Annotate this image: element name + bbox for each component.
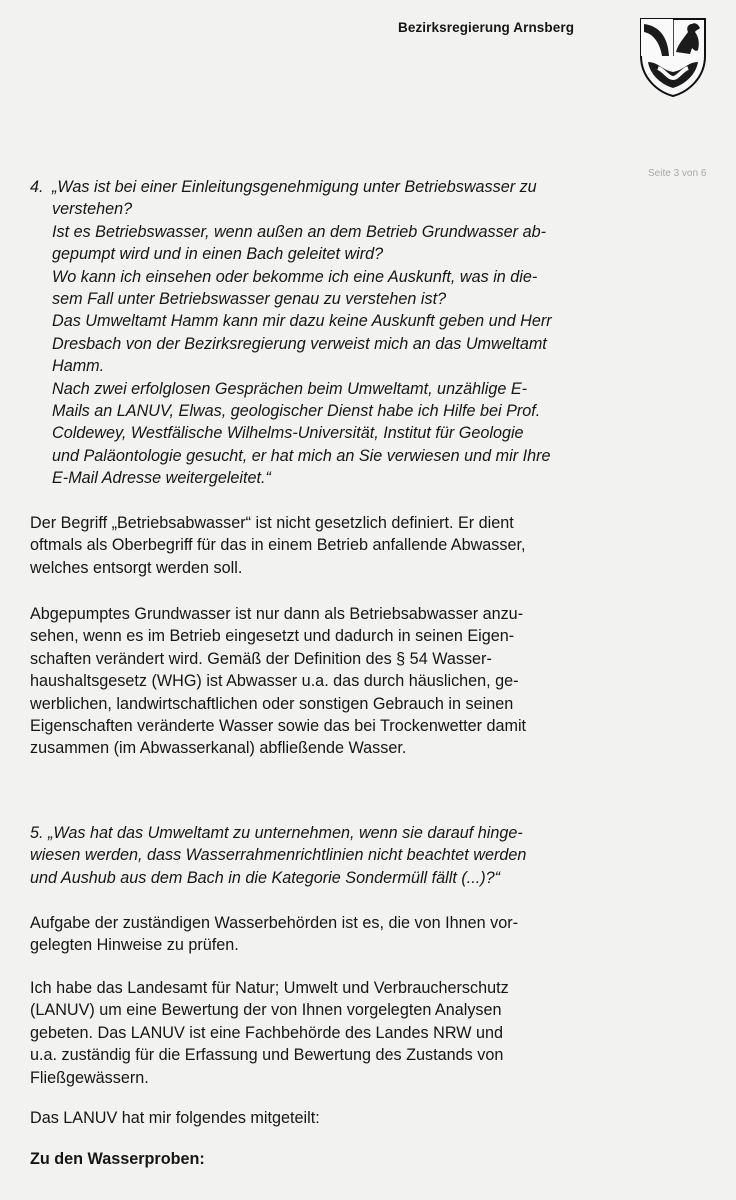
nrw-coat-of-arms-icon [638, 16, 708, 98]
question-4 [30, 176, 634, 489]
answer-paragraph [30, 603, 634, 760]
paragraph-line: haushaltsgesetz (WHG) ist Abwasser u.a. das durch häuslichen, ge- [30, 672, 519, 691]
paragraph-line: gebeten. Das LANUV ist eine Fachbehörde des Landes NRW und [30, 1023, 504, 1042]
question-line: und Paläontologie gesucht, er hat mich an Sie verwiesen und mir Ihre [52, 446, 551, 465]
question-line: E-Mail Adresse weitergeleitet.“ [52, 469, 271, 488]
question-line: Dresbach von der Bezirksregierung verweist mich an das Umweltamt [52, 334, 547, 353]
question-line: Nach zwei erfolglosen Gesprächen beim Umweltamt, unzählige E- [52, 379, 528, 398]
question-line: und Aushub aus dem Bach in die Kategorie Sondermüll fällt (...)?“ [30, 868, 500, 887]
paragraph-line: schaften verändert wird. Gemäß der Definition des § 54 Wasser- [30, 649, 492, 668]
question-line: 5. „Was hat das Umweltamt zu unternehmen, wenn sie darauf hinge- [30, 824, 523, 842]
question-line: Das Umweltamt Hamm kann mir dazu keine Auskunft geben und Herr [52, 312, 552, 331]
paragraph-line: Abgepumptes Grundwasser ist nur dann als Betriebsabwasser anzu- [30, 605, 524, 623]
paragraph-line: Eigenschaften veränderte Wasser sowie das bei Trockenwetter damit [30, 716, 527, 735]
question-line: Hamm. [52, 357, 105, 376]
question-line: Ist es Betriebswasser, wenn außen an dem Betrieb Grundwasser ab- [52, 222, 546, 241]
answer-paragraph [30, 1107, 634, 1129]
paragraph-line: Fließgewässern. [30, 1068, 149, 1087]
paragraph-line: Der Begriff „Betriebsabwasser“ ist nicht gesetzlich definiert. Er dient [30, 514, 514, 532]
paragraph-line: Aufgabe der zuständigen Wasserbehörden ist es, die von Ihnen vor- [30, 914, 519, 932]
paragraph-line: welches entsorgt werden soll. [30, 558, 243, 577]
question-line: wiesen werden, dass Wasserrahmenrichtlinien nicht beachtet werden [30, 846, 527, 865]
section-heading-text: Zu den Wasserproben: [30, 1150, 205, 1168]
question-line: „Was ist bei einer Einleitungsgenehmigung unter Betriebswasser zu [52, 178, 537, 196]
question-line: Wo kann ich einsehen oder bekomme ich eine Auskunft, was in die- [52, 267, 538, 286]
paragraph-line: u.a. zuständig für die Erfassung und Bewertung des Zustands von [30, 1046, 504, 1065]
paragraph-line: Das LANUV hat mir folgendes mitgeteilt: [30, 1109, 320, 1127]
question-line: verstehen? [52, 200, 133, 219]
answer-paragraph [30, 977, 634, 1089]
paragraph-line: (LANUV) um eine Bewertung der von Ihnen vorgelegten Analysen [30, 1001, 502, 1020]
answer-paragraph [30, 512, 634, 579]
paragraph-line: werblichen, landwirtschaftlichen oder sonstigen Gebrauch in seinen [30, 694, 514, 713]
question-line: gepumpt wird und in einen Bach geleitet wird? [52, 245, 384, 264]
paragraph-line: Ich habe das Landesamt für Natur; Umwelt und Verbraucherschutz [30, 979, 509, 997]
question-line: Coldewey, Westfälische Wilhelms-Universität, Institut für Geologie [52, 424, 524, 443]
question-line: sem Fall unter Betriebswasser genau zu verstehen ist? [52, 289, 447, 308]
question-5 [30, 822, 634, 889]
section-heading [30, 1148, 634, 1170]
question-line: Mails an LANUV, Elwas, geologischer Dienst habe ich Hilfe bei Prof. [52, 401, 541, 420]
paragraph-line: sehen, wenn es im Betrieb eingesetzt und dadurch in seinen Eigen- [30, 627, 515, 646]
paragraph-line: oftmals als Oberbegriff für das in einem Betrieb anfallende Abwasser, [30, 536, 526, 555]
paragraph-line: zusammen (im Abwasserkanal) abfließende Wasser. [30, 739, 407, 758]
issuing-authority: Bezirksregierung Arnsberg [398, 20, 575, 35]
question-number: 4. [30, 178, 44, 196]
paragraph-line: gelegten Hinweise zu prüfen. [30, 936, 239, 955]
answer-paragraph [30, 912, 634, 957]
page-number: Seite 3 von 6 [648, 168, 707, 179]
